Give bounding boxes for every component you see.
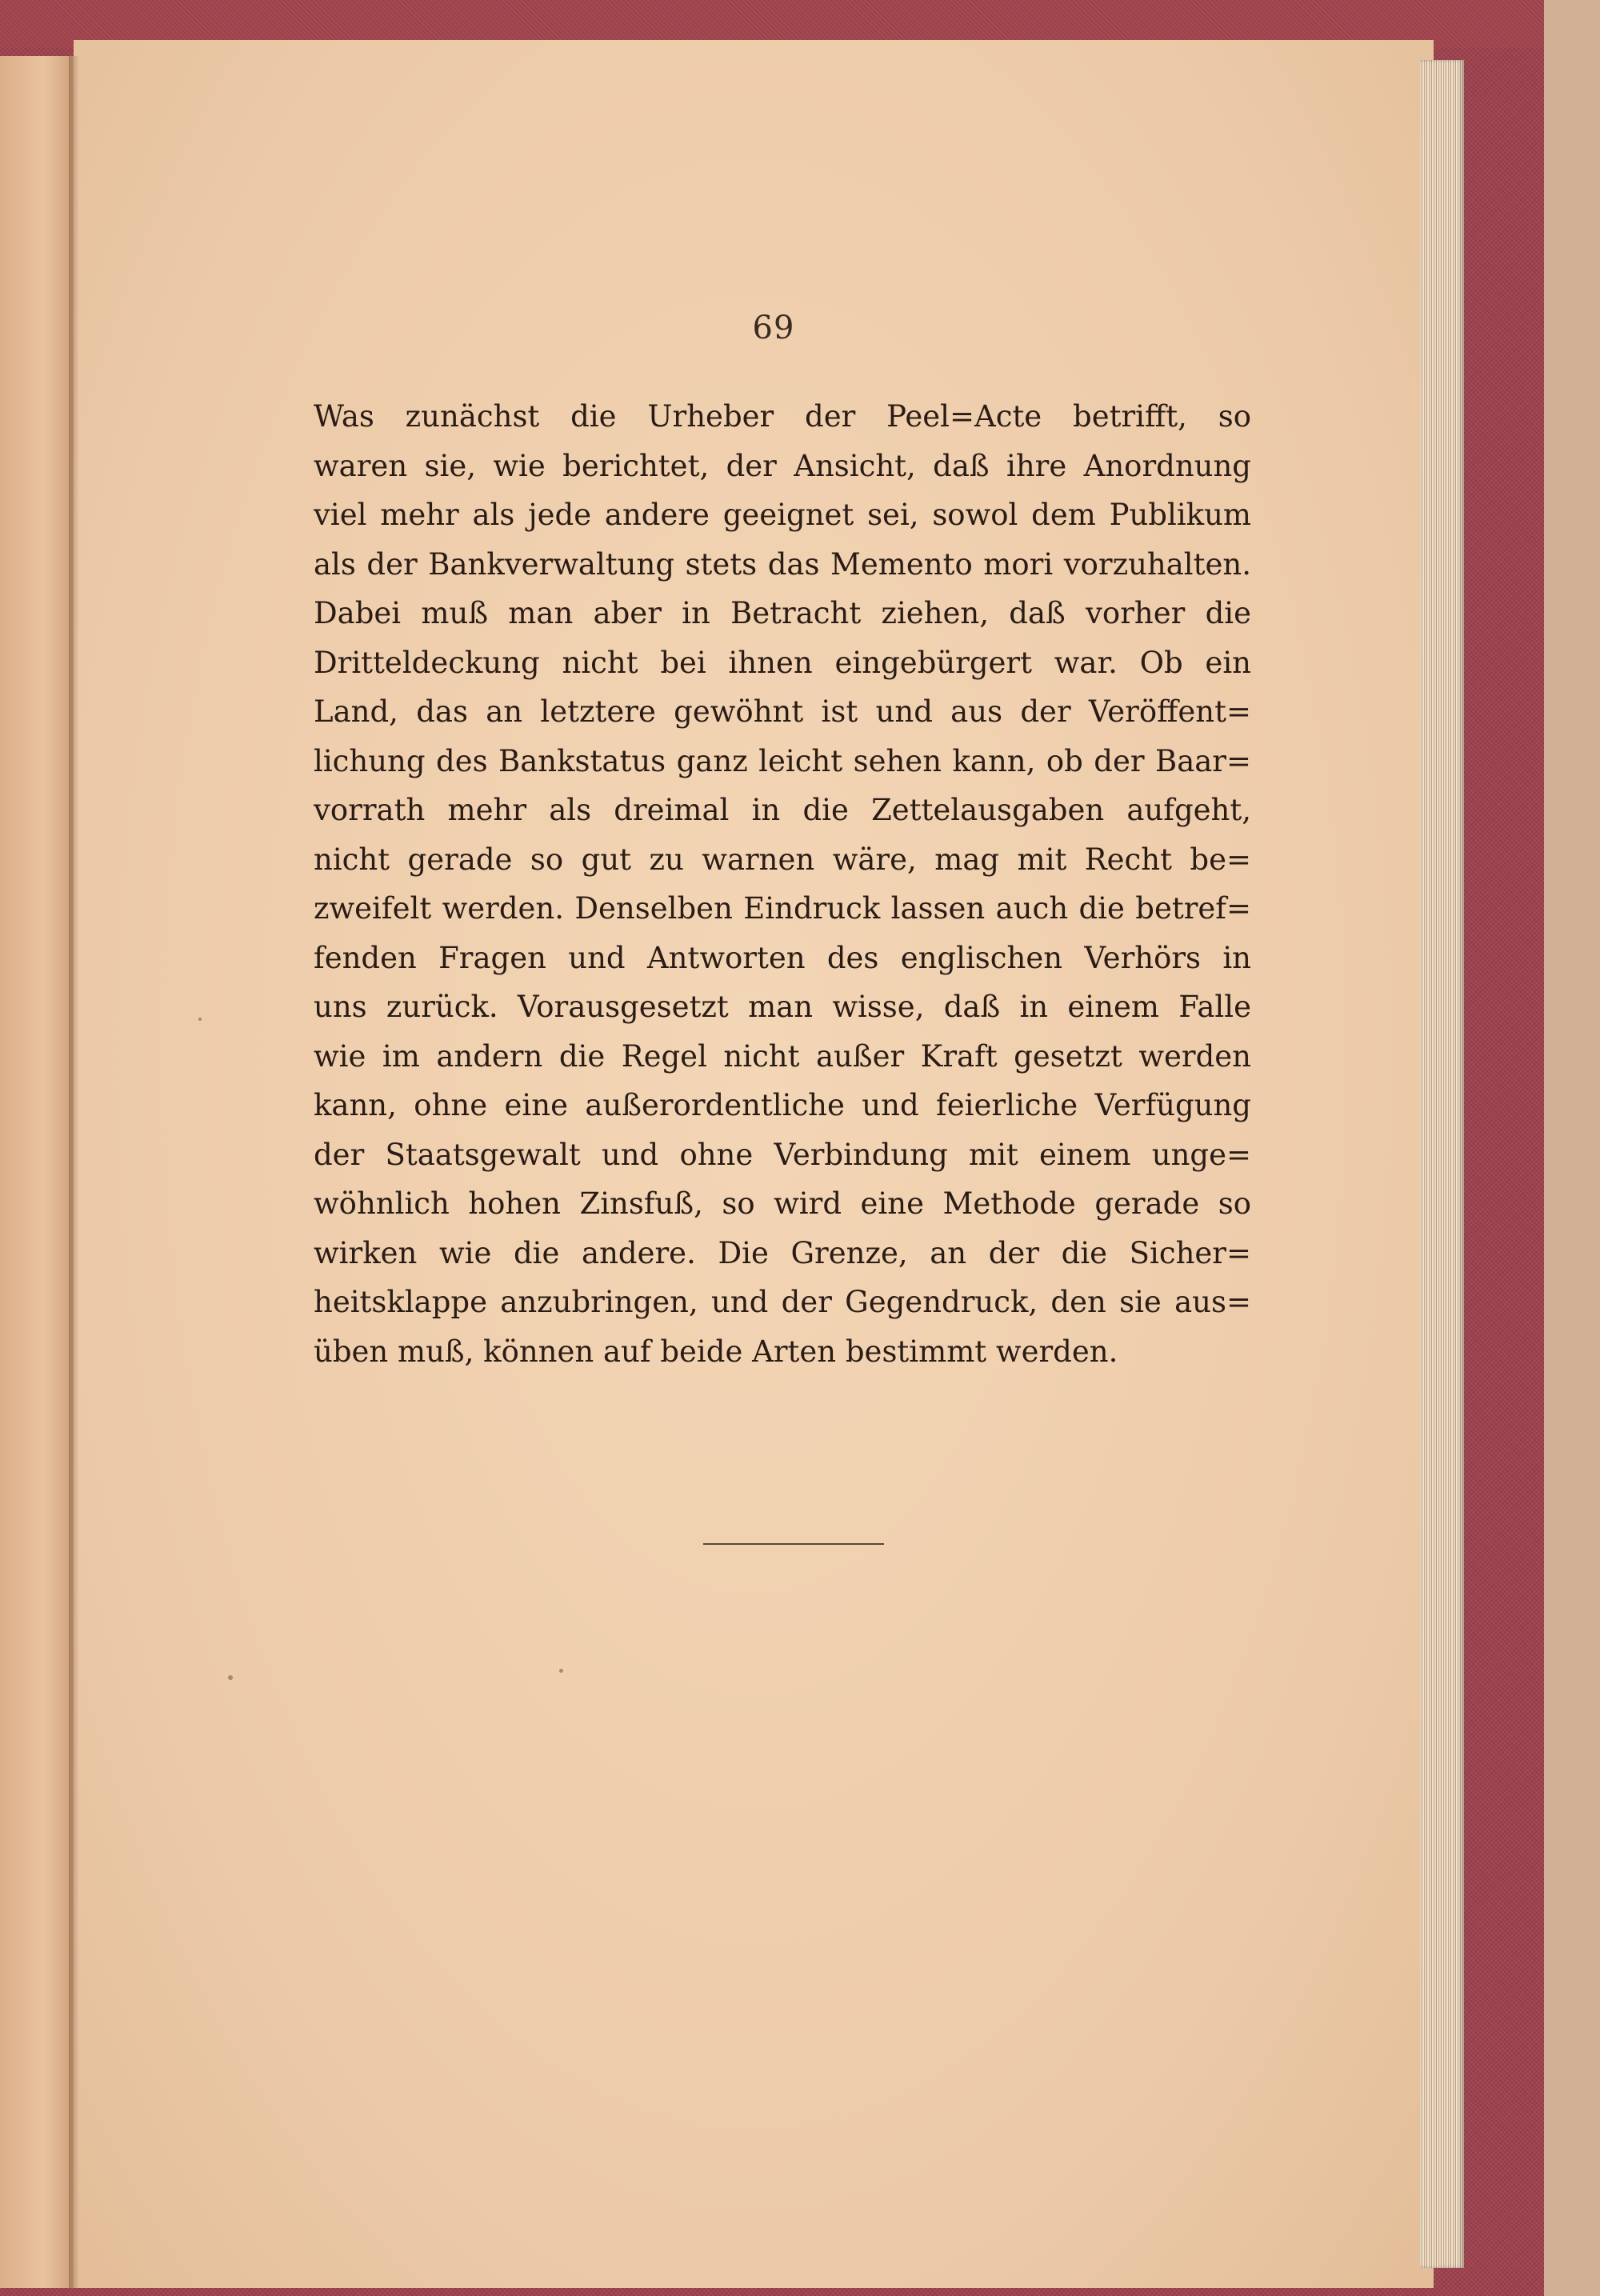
end-rule-divider <box>703 1543 884 1545</box>
text-line: wie im andern die Regel nicht außer Kraft gesetzt werden <box>314 1038 1251 1074</box>
page-number: 69 <box>752 310 795 346</box>
paper-speck <box>559 1669 563 1673</box>
text-line: vorrath mehr als dreimal in die Zettelausgaben aufgeht, <box>314 793 1251 827</box>
text-line: Dritteldeckung nicht bei ihnen eingebürgert war. Ob ein <box>314 645 1251 680</box>
text-line: viel mehr als jede andere geeignet sei, sowol dem Publikum <box>314 498 1251 532</box>
book-page <box>74 40 1434 2288</box>
previous-page-edge <box>0 56 74 2288</box>
text-line: der Staatsgewalt und ohne Verbindung mit einem unge= <box>314 1137 1251 1172</box>
text-line: nicht gerade so gut zu warnen wäre, mag mit Recht be= <box>314 842 1251 877</box>
text-line: wirken wie die andere. Die Grenze, an der die Sicher= <box>314 1235 1251 1270</box>
paper-speck <box>228 1675 233 1680</box>
paper-speck <box>198 1018 202 1021</box>
text-line: zweifelt werden. Denselben Eindruck lassen auch die betref= <box>314 891 1251 926</box>
text-line: wöhnlich hohen Zinsfuß, so wird eine Methode gerade so <box>314 1186 1251 1221</box>
book-gutter-shadow <box>69 56 78 2288</box>
text-line: kann, ohne eine außerordentliche und feierliche Verfügung <box>314 1088 1251 1122</box>
text-line: fenden Fragen und Antworten des englischen Verhörs in <box>314 940 1251 975</box>
text-line: uns zurück. Vorausgesetzt man wisse, daß in einem Falle <box>314 990 1251 1024</box>
text-line: als der Bankverwaltung stets das Memento mori vorzuhalten. <box>314 546 1251 582</box>
text-line: üben muß, können auf beide Arten bestimmt werden. <box>314 1334 1118 1369</box>
text-line: Land, das an letztere gewöhnt ist und aus der Veröffent= <box>314 694 1251 729</box>
text-line: lichung des Bankstatus ganz leicht sehen kann, ob der Baar= <box>314 743 1251 778</box>
page-stack-edges <box>1420 60 1464 2268</box>
text-line: waren sie, wie berichtet, der Ansicht, daß ihre Anordnung <box>314 448 1251 483</box>
text-line: heitsklappe anzubringen, und der Gegendruck, den sie aus= <box>314 1285 1251 1319</box>
page-body-text <box>314 392 1251 1376</box>
text-line: Dabei muß man aber in Betracht ziehen, daß vorher die <box>314 596 1251 630</box>
text-line: Was zunächst die Urheber der Peel=Acte betrifft, so <box>314 399 1251 434</box>
